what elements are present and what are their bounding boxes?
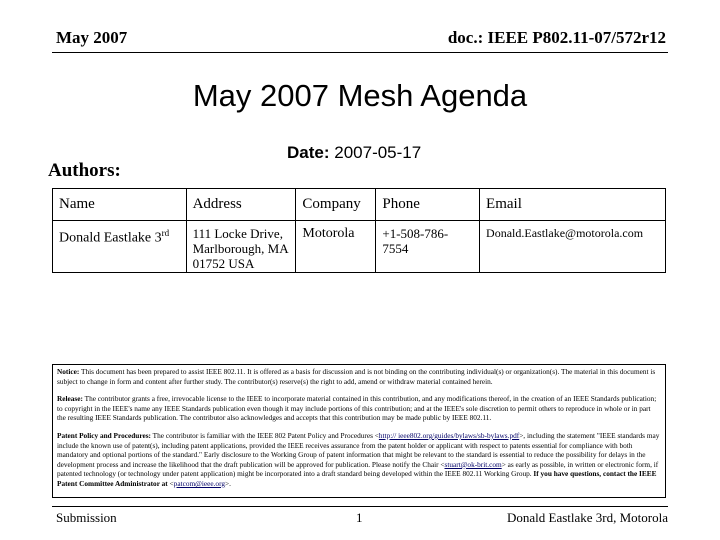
notice-text: This document has been prepared to assist IEEE 802.11. It is offered as a basis for discussion and is not binding on the contributing individual(s) or organization(s). The material in this document is subject to change in form and content after further study. The contributor(s) reserve(s) the right to add, amend or withdraw material contained herein.: [57, 367, 656, 386]
date-value: 2007-05-17: [334, 143, 422, 162]
cell-name: [53, 221, 187, 273]
page-number: 1: [356, 510, 363, 525]
patent-text-4: <: [167, 478, 174, 488]
footer-author: Donald Eastlake 3rd, Motorola: [506, 510, 668, 525]
patent-text-1: The contributor is familiar with the IEEE 802 Patent Policy and Procedures <: [150, 430, 379, 440]
col-header-name: Name: [53, 189, 187, 221]
authors-label: Authors:: [48, 160, 121, 181]
notice-label: Notice:: [57, 367, 80, 376]
table-row: [53, 221, 666, 273]
patent-contact-bold: If you have questions, contact the IEEE Patent Committee Administrator at: [57, 469, 657, 488]
release-text: The contributor grants a free, irrevocable license to the IEEE to incorporate material contained in this contribution, and any modifications thereof, in the creation of an IEEE Standards publication; to copyright in the IEEE's name any IEEE Standards publication even though it may include portions of this contribution; and at the IEEE's sole discretion to permit others to reproduce in whole or in part the resulting IEEE Standards publication. The contributor also acknowledges and accepts that this contribution may be made public by IEEE 802.11.: [57, 394, 657, 423]
cell-company: Motorola: [296, 221, 376, 273]
bylaws-link[interactable]: http:// ieee802.org/guides/bylaws/sb-bylaws.pdf: [378, 430, 520, 440]
patent-text-3: > as early as possible, in written or electronic form, if patented technology (or technology under patent application) might be incorporated into a draft standard being developed within the IEEE 802.11 Working Group.: [57, 459, 659, 479]
notice-box: [52, 364, 666, 498]
chair-email-link[interactable]: stuart@ok-brit.com: [444, 459, 502, 469]
author-name-suffix: rd: [161, 228, 170, 238]
patent-text-2: >, including the statement "IEEE standards may include the known use of patent(s), including patent applications, provided the IEEE receives assurance from the patent holder or applicant with respect to patents essential for compliance with both mandatory and optional portions of the standard." Early disclosure to the Working Group of patent information that might be relevant to the standard is essential to reduce the possibility for delays in the development process and increase the likelihood that the draft publication will be approved for publication. Please notify the Chair <: [57, 430, 660, 469]
col-header-address: Address: [186, 189, 296, 221]
release-paragraph: [57, 394, 661, 423]
patent-paragraph: [57, 431, 661, 489]
footer-submission: Submission: [56, 510, 117, 525]
cell-email: Donald.Eastlake@motorola.com: [480, 221, 666, 273]
authors-table: [52, 188, 666, 273]
slide-title: May 2007 Mesh Agenda: [192, 78, 528, 113]
notice-paragraph: [57, 367, 661, 386]
header-date: May 2007: [56, 28, 128, 47]
header-rule: [52, 52, 668, 53]
cell-address: 111 Locke Drive, Marlborough, MA 01752 USA: [186, 221, 296, 273]
col-header-phone: Phone: [376, 189, 480, 221]
header-doc-id: doc.: IEEE P802.11-07/572r12: [447, 28, 666, 47]
patcom-email-link[interactable]: patcom@ieee.org: [173, 478, 226, 488]
date-line: [287, 143, 421, 163]
table-header-row: [53, 189, 666, 221]
cell-phone: +1-508-786-7554: [376, 221, 480, 273]
patent-text-5: >.: [225, 478, 231, 488]
author-name: Donald Eastlake 3: [59, 230, 162, 246]
date-label: Date:: [287, 143, 330, 162]
col-header-email: Email: [480, 189, 666, 221]
col-header-company: Company: [296, 189, 376, 221]
footer-rule: [52, 506, 668, 507]
patent-label: Patent Policy and Procedures:: [57, 430, 151, 440]
release-label: Release:: [57, 394, 83, 404]
